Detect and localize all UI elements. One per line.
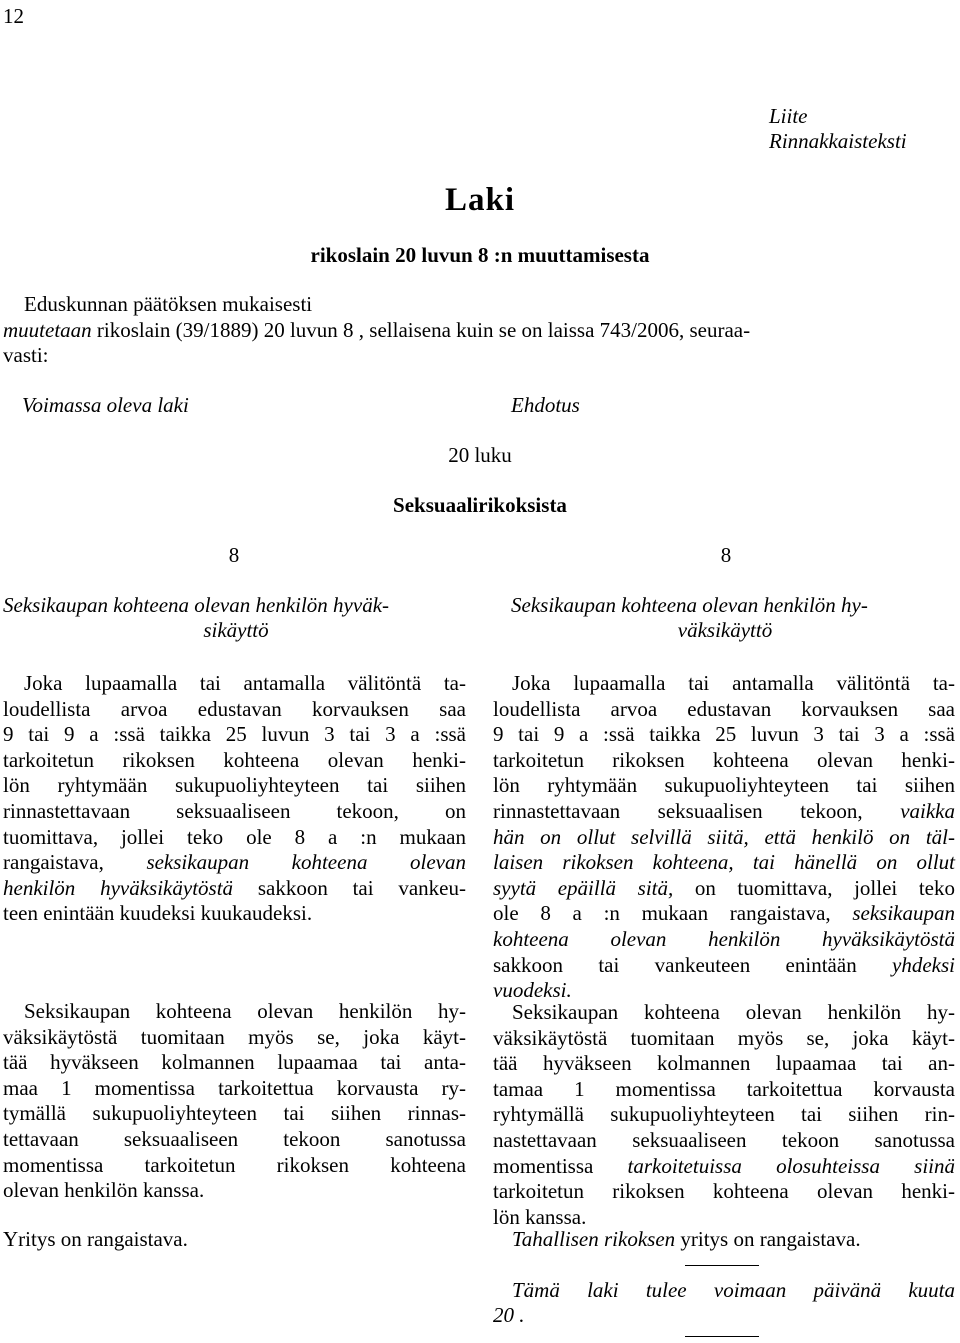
page-number: 12	[3, 4, 24, 28]
text-line: kohteena olevan henkilön hyväksikäytöstä	[493, 926, 955, 951]
text-line: väksikäytöstä tuomitaan myös se, joka käyt-	[493, 1025, 955, 1050]
text-line: maa 1 momentissa tarkoitettua korvausta ry-	[3, 1075, 466, 1100]
left-paragraph-3: Yritys on rangaistava.	[3, 1227, 188, 1251]
chapter-title: Seksuaalirikoksista	[393, 493, 567, 517]
separator-rule-bottom	[685, 1336, 759, 1337]
text-line: rinnastettavaan seksuaalisen tekoon, vaikka	[493, 798, 955, 823]
text-line: tamaa 1 momentissa tarkoitettua korvausta	[493, 1076, 955, 1101]
text-line: hän on ollut selvillä siitä, että henkilö on täl-	[493, 824, 955, 849]
text-line: lön ryhtymään sukupuoliyhteyteen tai siihen	[493, 773, 955, 798]
text-line: momentissa tarkoitetuissa olosuhteissa siinä	[493, 1153, 955, 1178]
text-line: Seksikaupan kohteena olevan henkilön hy-	[24, 999, 466, 1023]
text-line: tuomittava, jollei teko ole 8 a :n mukaan	[3, 824, 466, 849]
right-section-number: 8	[720, 543, 732, 567]
text-line: Seksikaupan kohteena olevan henkilön hy-	[512, 1000, 955, 1024]
text-line: olevan henkilön kanssa.	[3, 1178, 205, 1203]
text-line: nastettavaan seksuaaliseen tekoon sanotussa	[493, 1127, 955, 1152]
text-line: henkilön hyväksikäytöstä sakkoon tai vankeu-	[3, 875, 466, 900]
text-line: laisen rikoksen kohteena, tai hänellä on ollut	[493, 850, 955, 875]
text-line: tymällä sukupuoliyhteyteen tai siihen rinnas-	[3, 1101, 466, 1126]
column-header-proposal: Ehdotus	[511, 393, 580, 417]
left-paragraph-1	[3, 671, 466, 927]
right-paragraph-1	[493, 671, 955, 1004]
text-line: tää hyväkseen kolmannen lupaamaa tai an-	[493, 1051, 955, 1076]
text-line: Joka lupaamalla tai antamalla välitöntä ta-	[24, 671, 466, 695]
text-line: syytä epäillä sitä, on tuomittava, jollei teko	[493, 875, 955, 900]
text-line: rinnastettavaan seksuaaliseen tekoon, on	[3, 798, 466, 823]
text-line: rangaistava, seksikaupan kohteena olevan	[3, 850, 466, 875]
text-line: tarkoitetun rikoksen kohteena olevan henki-	[493, 1179, 955, 1204]
text-line: loudellista arvoa edustavan korvauksen saa	[493, 696, 955, 721]
right-paragraph-3: Tahallisen rikoksen yritys on rangaistava.	[512, 1227, 861, 1251]
entry-into-force-year: 20 .	[493, 1303, 525, 1327]
text-line: ryhtymällä sukupuoliyhteyteen tai siihen rin-	[493, 1102, 955, 1127]
text-line: loudellista arvoa edustavan korvauksen saa	[3, 696, 466, 721]
right-section-heading-line-1: Seksikaupan kohteena olevan henkilön hy-	[511, 593, 868, 617]
text-line: 9 tai 9 a :ssä taikka 25 luvun 3 tai 3 a :ssä	[493, 722, 955, 747]
left-section-heading-line-1: Seksikaupan kohteena olevan henkilön hyväk-	[3, 593, 390, 617]
text-line: teen enintään kuudeksi kuukaudeksi.	[3, 901, 313, 926]
text-line: sakkoon tai vankeuteen enintään yhdeksi	[493, 952, 955, 977]
text-line: momentissa tarkoitetun rikoksen kohteena	[3, 1152, 466, 1177]
left-paragraph-2	[3, 999, 466, 1204]
text-line: Joka lupaamalla tai antamalla välitöntä ta-	[512, 671, 955, 695]
left-section-heading-line-2: sikäyttö	[203, 618, 269, 642]
preamble-line-1: Eduskunnan päätöksen mukaisesti	[24, 292, 313, 316]
law-subtitle: rikoslain 20 luvun 8 :n muuttamisesta	[310, 243, 650, 267]
text-line: lön ryhtymään sukupuoliyhteyteen tai siihen	[3, 773, 466, 798]
text-line: tää hyväkseen kolmannen lupaamaa tai anta-	[3, 1050, 466, 1075]
text-line: 9 tai 9 a :ssä taikka 25 luvun 3 tai 3 a :ssä	[3, 722, 466, 747]
right-section-heading-line-2: väksikäyttö	[677, 618, 773, 642]
text-line: lön kanssa.	[493, 1204, 587, 1229]
appendix-sublabel: Rinnakkaisteksti	[769, 129, 907, 153]
law-title: Laki	[444, 182, 516, 218]
text-line: vuodeksi.	[493, 978, 572, 1003]
appendix-label: Liite	[769, 104, 808, 128]
entry-into-force: Tämä laki tulee voimaan päivänä kuuta	[512, 1278, 955, 1302]
text-line: ole 8 a :n mukaan rangaistava, seksikaupan	[493, 901, 955, 926]
text-line: väksikäytöstä tuomitaan myös se, joka käyt-	[3, 1024, 466, 1049]
left-section-number: 8	[228, 543, 240, 567]
preamble-line-2: muutetaan rikoslain (39/1889) 20 luvun 8 , sellaisena kuin se on laissa 743/2006, seuraa-	[3, 318, 751, 342]
text-line: tarkoitetun rikoksen kohteena olevan henki-	[493, 747, 955, 772]
text-line: tettavaan seksuaaliseen tekoon sanotussa	[3, 1126, 466, 1151]
preamble-line-3: vasti:	[3, 343, 49, 367]
text-line: tarkoitetun rikoksen kohteena olevan henki-	[3, 747, 466, 772]
chapter-number: 20 luku	[448, 443, 512, 467]
column-header-current-law: Voimassa oleva laki	[22, 393, 189, 417]
right-paragraph-2	[493, 1000, 955, 1230]
separator-rule-top	[685, 1265, 759, 1266]
